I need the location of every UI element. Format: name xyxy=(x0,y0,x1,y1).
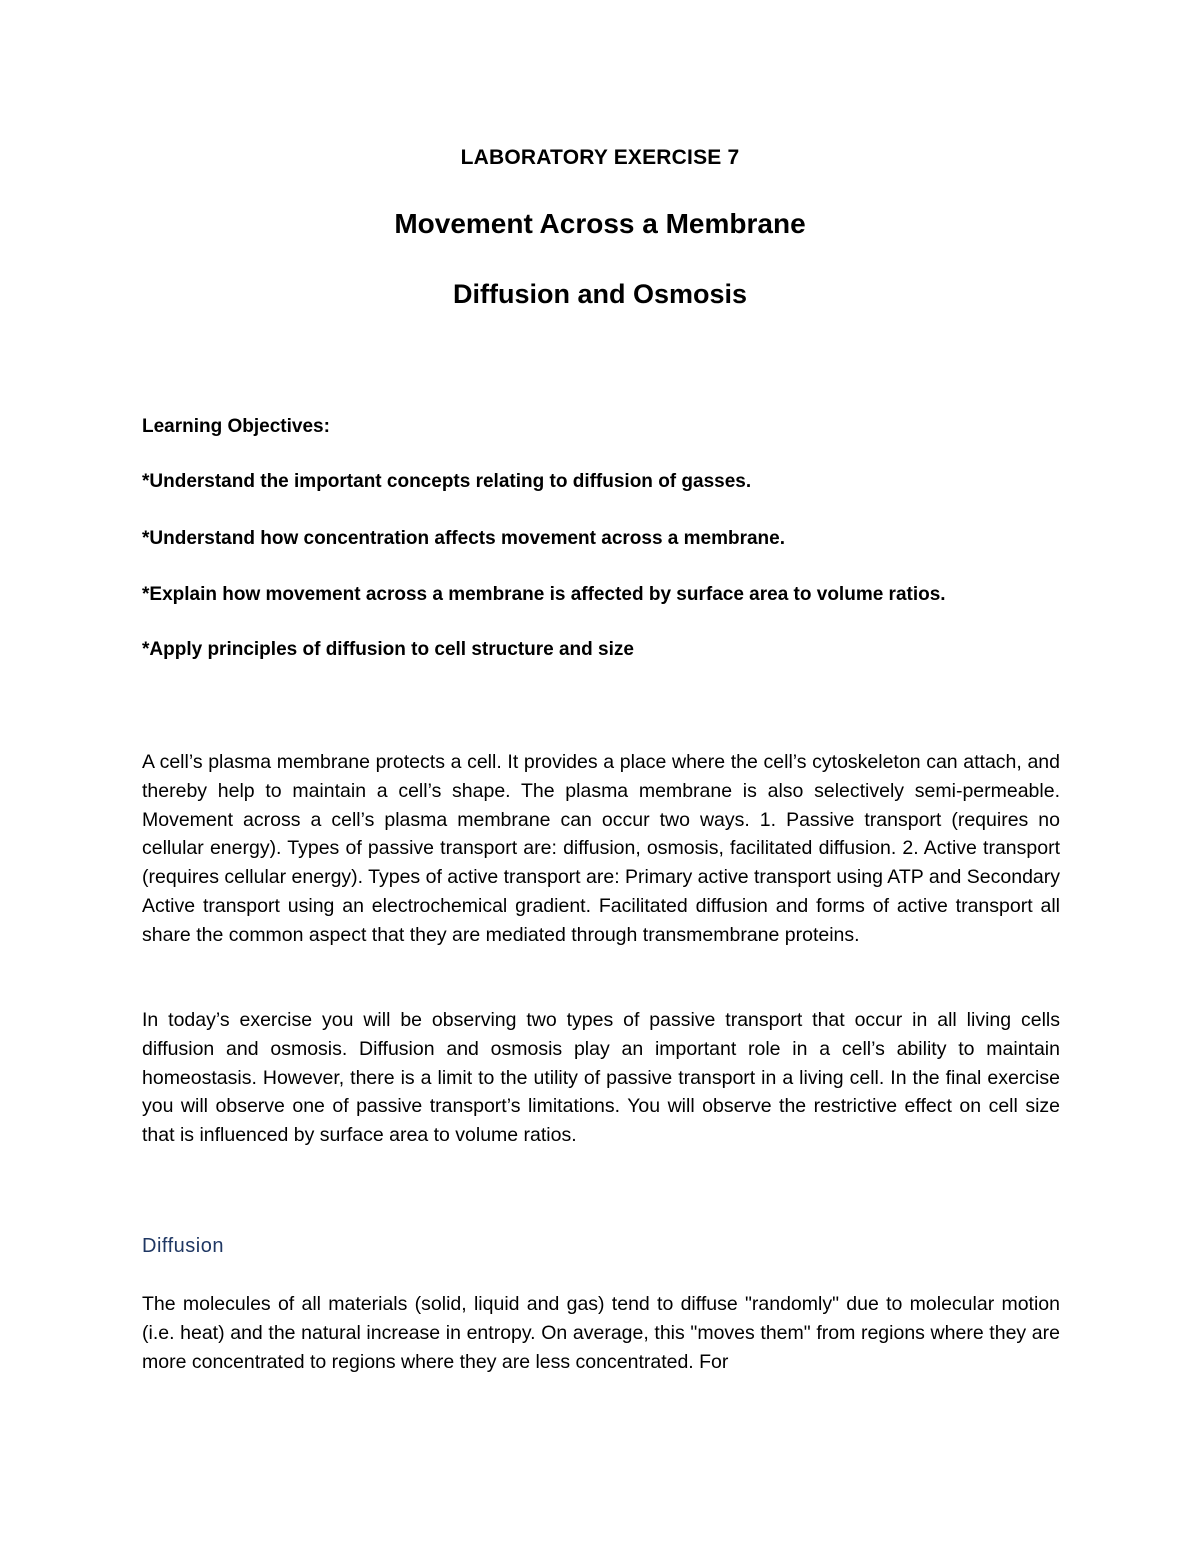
lab-exercise-label: LABORATORY EXERCISE 7 xyxy=(460,146,740,169)
objectives-heading: Learning Objectives: xyxy=(142,416,330,437)
objective-item: *Explain how movement across a membrane is affected by surface area to volume ratios. xyxy=(142,584,946,605)
document-title: Movement Across a Membrane xyxy=(394,208,806,239)
objective-item: *Apply principles of diffusion to cell structure and size xyxy=(142,639,634,660)
exercise-paragraph: In today’s exercise you will be observing two types of passive transport that occur in all living cells diffusion and osmosis. Diffusion and osmosis play an important role in a cell’s ability to maintain homeostasis. However, there is a limit to the utility of passive transport in a living cell. In the final exercise you will observe one of passive transport’s limitations. You will observe the restrictive effect on cell size that is influenced by surface area to volume ratios. xyxy=(142,1009,1060,1147)
section-heading-diffusion: Diffusion xyxy=(142,1235,224,1257)
diffusion-paragraph: The molecules of all materials (solid, liquid and gas) tend to diffuse "randomly" due to molecular motion (i.e. heat) and the natural increase in entropy. On average, this "moves them" from regions where they are more concentrated to regions where they are less concentrated. For xyxy=(142,1293,1060,1373)
intro-paragraph: A cell’s plasma membrane protects a cell. It provides a place where the cell’s cytoskeleton can attach, and thereby help to maintain a cell’s shape. The plasma membrane is also selectively semi-permeable. Movement across a cell’s plasma membrane can occur two ways. 1. Passive transport (requires no cellular energy). Types of passive transport are: diffusion, osmosis, facilitated diffusion. 2. Active transport (requires cellular energy). Types of active transport are: Primary active transport using ATP and Secondary Active transport using an electrochemical gradient. Facilitated diffusion and forms of active transport all share the common aspect that they are mediated through transmembrane proteins. xyxy=(142,751,1061,946)
objective-item: *Understand how concentration affects movement across a membrane. xyxy=(142,528,786,549)
objective-item: *Understand the important concepts relating to diffusion of gasses. xyxy=(142,471,752,492)
document-subtitle: Diffusion and Osmosis xyxy=(452,279,748,309)
